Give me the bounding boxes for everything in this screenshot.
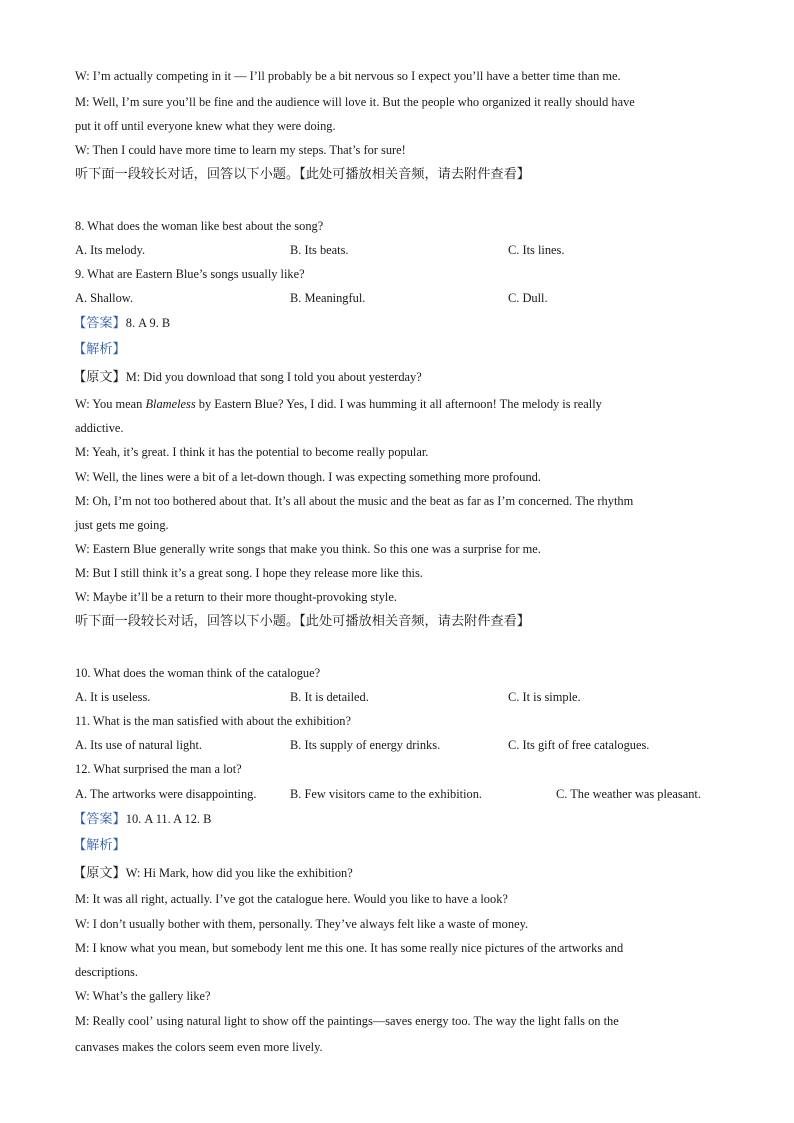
answer-value: 8. A 9. B xyxy=(125,316,171,330)
option-12b: B. Few visitors came to the exhibition. xyxy=(290,787,483,801)
dialogue-line: M: Well, I’m sure you’ll be fine and the audience will love it. But the people who organized it really should have xyxy=(75,95,635,109)
song-title: Blameless xyxy=(145,397,196,411)
transcript-line: descriptions. xyxy=(75,965,138,979)
transcript-line xyxy=(73,368,422,387)
analysis-label: 【解析】 xyxy=(73,838,126,853)
option-11a: A. Its use of natural light. xyxy=(75,738,202,752)
option-12a: A. The artworks were disappointing. xyxy=(75,787,257,801)
dialogue-line: W: Then I could have more time to learn my steps. That’s for sure! xyxy=(75,143,406,157)
dialogue-line: W: I’m actually competing in it — I’ll probably be a bit nervous so I expect you’ll have a better time than me. xyxy=(75,69,621,83)
answer-label: 【答案】 xyxy=(73,812,126,827)
transcript-line: W: What’s the gallery like? xyxy=(75,989,211,1003)
transcript-line: W: Maybe it’ll be a return to their more thought-provoking style. xyxy=(75,590,397,604)
option-9b: B. Meaningful. xyxy=(290,291,366,305)
option-9c: C. Dull. xyxy=(508,291,548,305)
transcript-text: M: Did you download that song I told you about yesterday? xyxy=(125,370,422,384)
question-8: 8. What does the woman like best about the song? xyxy=(75,219,324,233)
analysis-label: 【解析】 xyxy=(73,342,126,357)
transcript-line: W: I don’t usually bother with them, personally. They’ve always felt like a waste of money. xyxy=(75,917,529,931)
transcript-line: canvases makes the colors seem even more lively. xyxy=(75,1040,323,1054)
question-12: 12. What surprised the man a lot? xyxy=(75,762,242,776)
original-label: 【原文】 xyxy=(73,370,126,385)
listening-instruction: 听下面一段较长对话，回答以下小题。【此处可播放相关音频，请去附件查看】 xyxy=(75,614,530,629)
question-9: 9. What are Eastern Blue’s songs usually like? xyxy=(75,267,305,281)
option-9a: A. Shallow. xyxy=(75,291,134,305)
transcript-text: W: Hi Mark, how did you like the exhibition? xyxy=(125,866,353,880)
answer-row xyxy=(73,314,170,333)
transcript-line: just gets me going. xyxy=(75,518,169,532)
answer-row xyxy=(73,810,211,829)
option-10a: A. It is useless. xyxy=(75,690,151,704)
option-8c: C. Its lines. xyxy=(508,243,565,257)
transcript-text: W: You mean xyxy=(75,397,146,411)
original-label: 【原文】 xyxy=(73,866,126,881)
transcript-line: addictive. xyxy=(75,421,124,435)
transcript-line xyxy=(75,395,602,413)
option-8b: B. Its beats. xyxy=(290,243,349,257)
answer-label: 【答案】 xyxy=(73,316,126,331)
question-10: 10. What does the woman think of the catalogue? xyxy=(75,666,321,680)
listening-instruction: 听下面一段较长对话，回答以下小题。【此处可播放相关音频，请去附件查看】 xyxy=(75,167,530,182)
transcript-line: M: I know what you mean, but somebody lent me this one. It has some really nice pictures of the artworks and xyxy=(75,941,624,955)
transcript-line: M: Yeah, it’s great. I think it has the potential to become really popular. xyxy=(75,445,429,459)
question-11: 11. What is the man satisfied with about the exhibition? xyxy=(75,714,351,728)
transcript-text: by Eastern Blue? Yes, I did. I was humming it all afternoon! The melody is really xyxy=(195,397,602,411)
transcript-line: M: Oh, I’m not too bothered about that. It’s all about the music and the beat as far as I’m concerned. The rhythm xyxy=(75,494,634,508)
transcript-line: W: Well, the lines were a bit of a let-down though. I was expecting something more profound. xyxy=(75,470,541,484)
answer-value: 10. A 11. A 12. B xyxy=(125,812,212,826)
transcript-line: W: Eastern Blue generally write songs that make you think. So this one was a surprise for me. xyxy=(75,542,541,556)
transcript-line: M: It was all right, actually. I’ve got the catalogue here. Would you like to have a look? xyxy=(75,892,508,906)
transcript-line: M: Really coolʼ using natural light to show off the paintings—saves energy too. The way the light falls on the xyxy=(75,1014,619,1028)
option-10c: C. It is simple. xyxy=(508,690,581,704)
option-12c: C. The weather was pleasant. xyxy=(556,787,701,801)
transcript-line: M: But I still think it’s a great song. I hope they release more like this. xyxy=(75,566,423,580)
option-11b: B. Its supply of energy drinks. xyxy=(290,738,441,752)
option-11c: C. Its gift of free catalogues. xyxy=(508,738,650,752)
option-8a: A. Its melody. xyxy=(75,243,146,257)
transcript-line xyxy=(73,864,353,883)
dialogue-line: put it off until everyone knew what they were doing. xyxy=(75,119,336,133)
option-10b: B. It is detailed. xyxy=(290,690,369,704)
